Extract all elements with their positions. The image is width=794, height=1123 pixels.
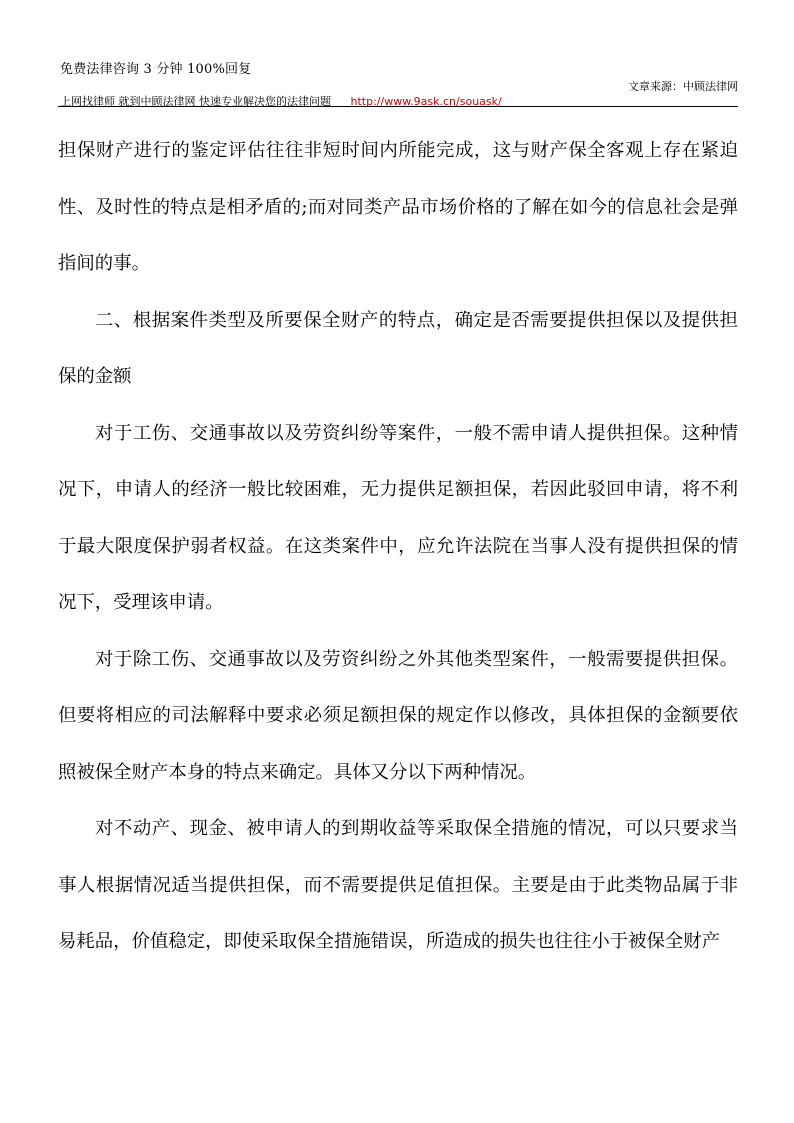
document-body [58, 123, 738, 971]
header-source-text: 文章来源：中顾法律网 [628, 80, 738, 93]
header-slogan: 上网找律师 就到中顾法律网 快速专业解决您的法律问题 [60, 95, 331, 108]
paragraph: 对不动产、现金、被申请人的到期收益等采取保全措施的情况，可以只要求当事人根据情况适当提供担保，而不需要提供足值担保。主要是由于此类物品属于非易耗品，价值稳定，即使采取保全措施错误，所造成的损失也往往小于被保全财产 [58, 818, 738, 952]
section-heading: 二、根据案件类型及所要保全财产的特点，确定是否需要提供担保以及提供担保的金额 [58, 309, 738, 387]
paragraph: 对于除工伤、交通事故以及劳资纠纷之外其他类型案件，一般需要提供担保。但要将相应的司法解释中要求必须足额担保的规定作以修改，具体担保的金额要依照被保全财产本身的特点来确定。具体又分以下两种情况。 [58, 648, 738, 783]
paragraph: 担保财产进行的鉴定评估往往非短时间内所能完成，这与财产保全客观上存在紧迫性、及时性的特点是相矛盾的;而对同类产品市场价格的了解在如今的信息社会是弹指间的事。 [58, 140, 738, 274]
page-header [58, 54, 738, 108]
header-url-link[interactable]: http://www.9ask.cn/souask/ [350, 95, 502, 108]
header-divider [58, 106, 738, 107]
header-consult-text: 免费法律咨询 3 分钟 100%回复 [60, 62, 252, 77]
paragraph: 对于工伤、交通事故以及劳资纠纷等案件，一般不需申请人提供担保。这种情况下，申请人的经济一般比较困难，无力提供足额担保，若因此驳回申请，将不利于最大限度保护弱者权益。在这类案件中，应允许法院在当事人没有提供担保的情况下，受理该申请。 [58, 422, 738, 613]
